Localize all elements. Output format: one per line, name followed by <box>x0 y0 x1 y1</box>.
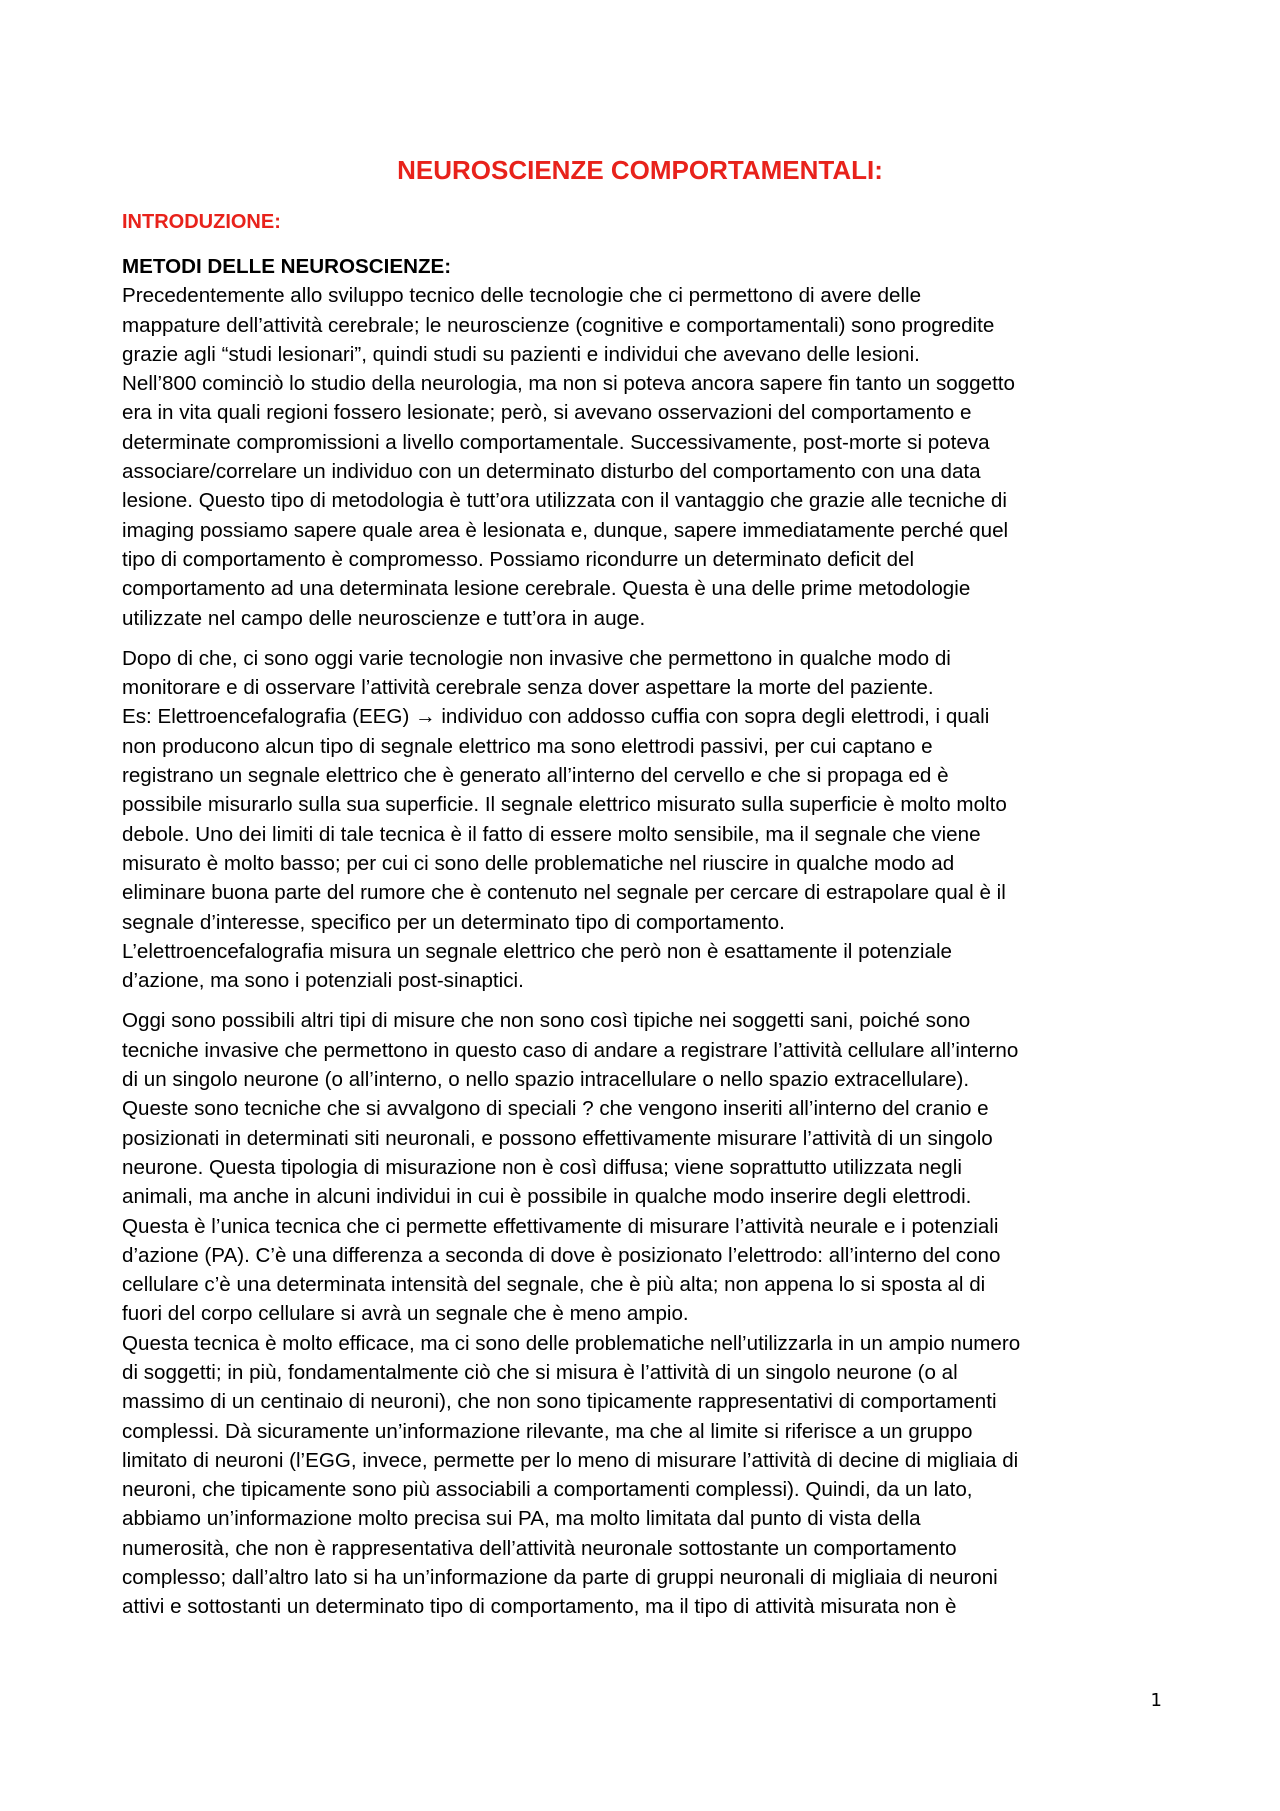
text-line: era in vita quali regioni fossero lesionate; però, si avevano osservazioni del comportamento e <box>122 401 972 425</box>
text-line: registrano un segnale elettrico che è generato all’interno del cervello e che si propaga ed è <box>122 764 949 788</box>
text-line: fuori del corpo cellulare si avrà un segnale che è meno ampio. <box>122 1302 689 1326</box>
text-line: mappature dell’attività cerebrale; le neuroscienze (cognitive e comportamentali) sono progredite <box>122 313 995 337</box>
text-line: di un singolo neurone (o all’interno, o nello spazio intracellulare o nello spazio extracellulare). <box>122 1068 970 1092</box>
text-line: comportamento ad una determinata lesione cerebrale. Questa è una delle prime metodologie <box>122 577 971 601</box>
text-line: Questa è l’unica tecnica che ci permette effettivamente di misurare l’attività neurale e i potenziali <box>122 1214 999 1238</box>
text-line: Dopo di che, ci sono oggi varie tecnologie non invasive che permettono in qualche modo di <box>122 646 951 670</box>
text-line: d’azione, ma sono i potenziali post-sinaptici. <box>122 969 524 993</box>
text-line: L’elettroencefalografia misura un segnale elettrico che però non è esattamente il potenziale <box>122 939 952 963</box>
document-body <box>122 252 1172 1622</box>
text-line: Es: Elettroencefalografia (EEG) → individuo con addosso cuffia con sopra degli elettrodi, i quali <box>122 705 990 729</box>
text-line: abbiamo un’informazione molto precisa sui PA, ma molto limitata dal punto di vista della <box>122 1507 921 1531</box>
text-line: animali, ma anche in alcuni individui in cui è possibile in qualche modo inserire degli elettrodi. <box>122 1185 972 1209</box>
subheading-metodi: METODI DELLE NEUROSCIENZE: <box>122 255 452 278</box>
text-line: monitorare e di osservare l’attività cerebrale senza dover aspettare la morte del paziente. <box>122 676 934 700</box>
text-line: segnale d’interesse, specifico per un determinato tipo di comportamento. <box>122 910 785 934</box>
text-line: attivi e sottostanti un determinato tipo di comportamento, ma il tipo di attività misurata non è <box>122 1595 957 1619</box>
text-line: lesione. Questo tipo di metodologia è tutt’ora utilizzata con il vantaggio che grazie alle tecniche di <box>122 489 1007 513</box>
text-line: limitato di neuroni (l’EGG, invece, permette per lo meno di misurare l’attività di decine di migliaia di <box>122 1448 1019 1472</box>
paragraph <box>122 281 1172 633</box>
text-line: Precedentemente allo sviluppo tecnico delle tecnologie che ci permettono di avere delle <box>122 284 922 308</box>
section-heading-introduzione: INTRODUZIONE: <box>122 211 281 233</box>
text-line: debole. Uno dei limiti di tale tecnica è il fatto di essere molto sensibile, ma il segnale che viene <box>122 822 981 846</box>
text-line: d’azione (PA). C’è una differenza a seconda di dove è posizionato l’elettrodo: all’interno del cono <box>122 1243 1001 1267</box>
text-line: associare/correlare un individuo con un determinato disturbo del comportamento con una data <box>122 460 981 484</box>
text-line: utilizzate nel campo delle neuroscienze e tutt’ora in auge. <box>122 606 646 630</box>
text-line: determinate compromissioni a livello comportamentale. Successivamente, post-morte si poteva <box>122 430 990 454</box>
text-line: numerosità, che non è rappresentativa dell’attività neuronale sottostante un comportamento <box>122 1536 957 1560</box>
text-line: Nell’800 cominciò lo studio della neurologia, ma non si poteva ancora sapere fin tanto un soggetto <box>122 372 1015 396</box>
text-line: posizionati in determinati siti neuronali, e possono effettivamente misurare l’attività di un singolo <box>122 1126 993 1150</box>
text-line: neuroni, che tipicamente sono più associabili a comportamenti complessi). Quindi, da un lato, <box>122 1478 973 1502</box>
text-line: misurato è molto basso; per cui ci sono delle problematiche nel riuscire in qualche modo ad <box>122 851 955 875</box>
text-line: Queste sono tecniche che si avvalgono di speciali ? che vengono inseriti all’interno del cranio e <box>122 1097 989 1121</box>
text-line: Oggi sono possibili altri tipi di misure che non sono così tipiche nei soggetti sani, poiché sono <box>122 1009 971 1033</box>
document-title: NEUROSCIENZE COMPORTAMENTALI: <box>397 155 883 185</box>
text-line: non producono alcun tipo di segnale elettrico ma sono elettrodi passivi, per cui captano e <box>122 734 933 758</box>
text-line: di soggetti; in più, fondamentalmente ciò che si misura è l’attività di un singolo neurone (o al <box>122 1360 958 1384</box>
text-line: tecniche invasive che permettono in questo caso di andare a registrare l’attività cellulare all’interno <box>122 1038 1019 1062</box>
text-line: eliminare buona parte del rumore che è contenuto nel segnale per cercare di estrapolare qual è il <box>122 881 1006 905</box>
text-line: possibile misurarlo sulla sua superficie. Il segnale elettrico misurato sulla superficie è molto molto <box>122 793 1007 817</box>
text-line: tipo di comportamento è compromesso. Possiamo ricondurre un determinato deficit del <box>122 547 915 571</box>
text-line: massimo di un centinaio di neuroni), che non sono tipicamente rappresentativi di comportamenti <box>122 1390 997 1414</box>
paragraph <box>122 644 1172 996</box>
text-line: Questa tecnica è molto efficace, ma ci sono delle problematiche nell’utilizzarla in un ampio numero <box>122 1331 1021 1355</box>
page-number: 1 <box>1150 1690 1162 1711</box>
text-line: complessi. Dà sicuramente un’informazione rilevante, ma che al limite si riferisce a un gruppo <box>122 1419 973 1443</box>
text-line: complesso; dall’altro lato si ha un’informazione da parte di gruppi neuronali di migliaia di neuroni <box>122 1566 998 1590</box>
text-line: imaging possiamo sapere quale area è lesionata e, dunque, sapere immediatamente perché quel <box>122 518 1009 542</box>
text-line: cellulare c’è una determinata intensità del segnale, che è più alta; non appena lo si sposta al di <box>122 1273 986 1297</box>
text-line: neurone. Questa tipologia di misurazione non è così diffusa; viene soprattutto utilizzata negli <box>122 1155 962 1179</box>
text-line: grazie agli “studi lesionari”, quindi studi su pazienti e individui che avevano delle lesioni. <box>122 342 920 366</box>
paragraph-container <box>122 281 1172 1621</box>
paragraph <box>122 1006 1172 1621</box>
